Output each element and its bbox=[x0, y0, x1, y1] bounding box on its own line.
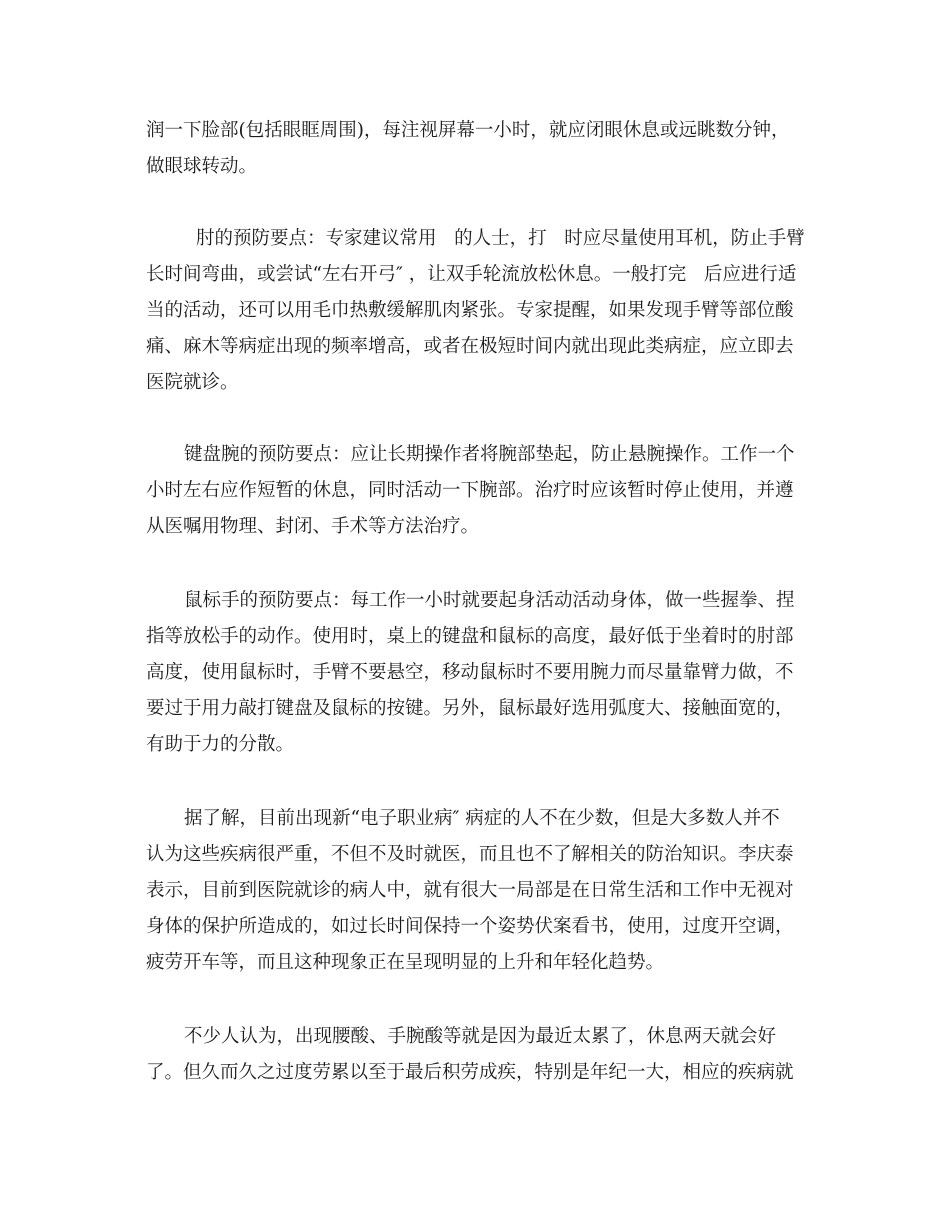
paragraph-2-line-4: 痛、麻木等病症出现的频率增高，或者在极短时间内就出现此类病症，应立即去 bbox=[146, 336, 794, 357]
paragraph-4-line-1: 鼠标手的预防要点：每工作一小时就要起身活动活动身体，做一些握拳、捏 bbox=[184, 590, 795, 611]
paragraph-1-line-2: 做眼球转动。 bbox=[146, 156, 258, 177]
paragraph-5-line-5: 疲劳开车等，而且这种现象正在呈现明显的上升和年轻化趋势。 bbox=[146, 952, 665, 973]
paragraph-2-line-2: 长时间弯曲，或尝试“左右开弓″ ，让双手轮流放松休息。一般打完 后应进行适 bbox=[146, 264, 797, 285]
paragraph-4-line-4: 要过于用力敲打键盘及鼠标的按键。另外，鼠标最好选用弧度大、接触面宽的， bbox=[146, 698, 794, 719]
paragraph-2-line-3: 当的活动，还可以用毛巾热敷缓解肌肉紧张。专家提醒，如果发现手臂等部位酸 bbox=[146, 300, 794, 321]
paragraph-3-line-1: 键盘腕的预防要点：应让长期操作者将腕部垫起，防止悬腕操作。工作一个 bbox=[184, 444, 795, 465]
paragraph-5-line-4: 身体的保护所造成的，如过长时间保持一个姿势伏案看书，使用，过度开空调， bbox=[146, 916, 794, 937]
paragraph-5-line-1: 据了解，目前出现新“电子职业病″ 病症的人不在少数，但是大多数人并不 bbox=[184, 808, 780, 829]
paragraph-6-line-1: 不少人认为，出现腰酸、手腕酸等就是因为最近太累了，休息两天就会好 bbox=[184, 1026, 777, 1047]
paragraph-2-line-5: 医院就诊。 bbox=[146, 372, 239, 393]
paragraph-5-line-3: 表示，目前到医院就诊的病人中，就有很大一局部是在日常生活和工作中无视对 bbox=[146, 880, 794, 901]
paragraph-4-line-3: 高度，使用鼠标时，手臂不要悬空，移动鼠标时不要用腕力而尽量靠臂力做，不 bbox=[146, 662, 794, 683]
paragraph-4-line-5: 有助于力的分散。 bbox=[146, 734, 295, 755]
paragraph-2-line-1: 肘的预防要点：专家建议常用 的人士，打 时应尽量使用耳机，防止手臂 bbox=[196, 228, 805, 249]
paragraph-3-line-3: 从医嘱用物理、封闭、手术等方法治疗。 bbox=[146, 516, 480, 537]
paragraph-6-line-2: 了。但久而久之过度劳累以至于最后积劳成疾，特别是年纪一大，相应的疾病就 bbox=[146, 1062, 794, 1083]
paragraph-1-line-1: 润一下脸部(包括眼眶周围)，每注视屏幕一小时，就应闭眼休息或远眺数分钟， bbox=[146, 120, 790, 141]
paragraph-5-line-2: 认为这些疾病很严重，不但不及时就医，而且也不了解相关的防治知识。李庆泰 bbox=[146, 844, 794, 865]
paragraph-3-line-2: 小时左右应作短暂的休息，同时活动一下腕部。治疗时应该暂时停止使用，并遵 bbox=[146, 480, 794, 501]
paragraph-4-line-2: 指等放松手的动作。使用时，桌上的键盘和鼠标的高度，最好低于坐着时的肘部 bbox=[146, 626, 794, 647]
